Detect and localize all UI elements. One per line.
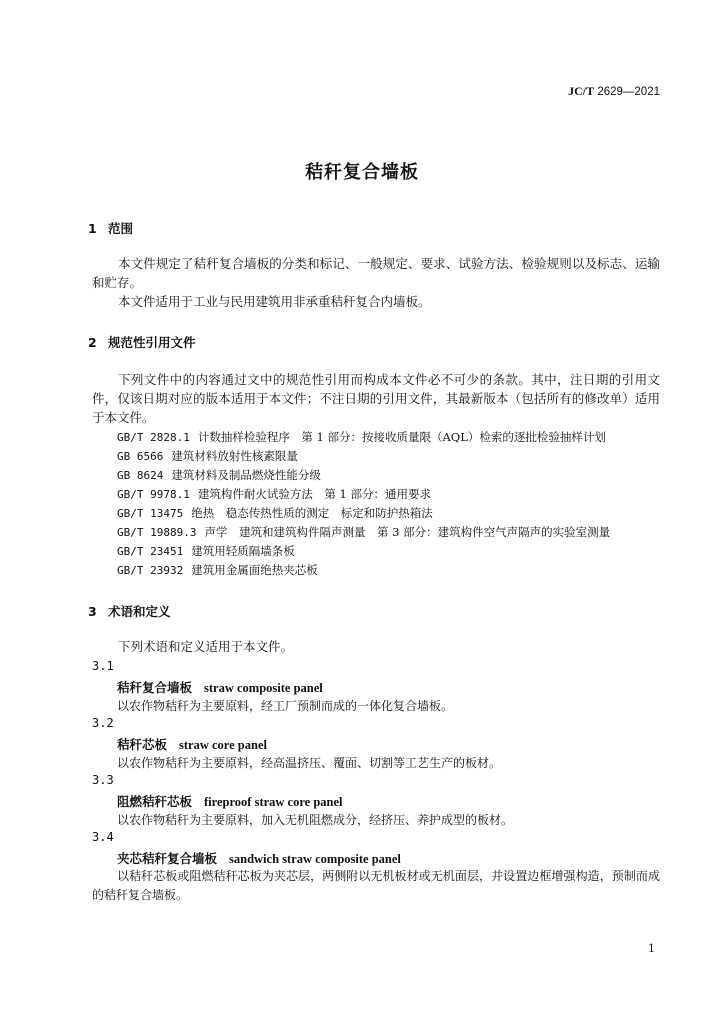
section-heading-scope bbox=[88, 219, 133, 237]
term-number: 3.1 bbox=[92, 659, 114, 673]
term-heading bbox=[117, 678, 323, 696]
term-english: fireproof straw core panel bbox=[204, 795, 343, 809]
reference-item bbox=[117, 562, 318, 578]
term-heading bbox=[117, 849, 401, 867]
reference-title: 计数抽样检验程序 第 1 部分：按接收质量限（AQL）检索的逐批检验抽样计划 bbox=[197, 430, 606, 444]
reference-code: GB/T 9978.1 bbox=[117, 488, 190, 501]
terms-intro-paragraph: 下列术语和定义适用于本文件。 bbox=[118, 639, 294, 654]
reference-title: 建筑构件耐火试验方法 第 1 部分：通用要求 bbox=[197, 487, 431, 501]
term-english: straw composite panel bbox=[204, 681, 323, 695]
term-definition: 以农作物秸秆为主要原料，加入无机阻燃成分，经挤压、养护成型的板材。 bbox=[117, 813, 514, 827]
section-number: 3 bbox=[88, 604, 97, 619]
reference-code: GB/T 23932 bbox=[117, 564, 184, 577]
reference-code: GB 8624 bbox=[117, 469, 164, 482]
term-definition: 以秸秆芯板或阻燃秸秆芯板为夹芯层，两侧附以无机板材或无机面层，并设置边框增强构造，预制而成的秸秆复合墙板。 bbox=[92, 869, 660, 902]
reference-title: 建筑用轻质隔墙条板 bbox=[191, 544, 295, 558]
reference-title: 声学 建筑和建筑构件隔声测量 第 3 部分：建筑构件空气声隔声的实验室测量 bbox=[204, 525, 611, 539]
reference-title: 建筑用金属面绝热夹芯板 bbox=[191, 563, 318, 577]
reference-item bbox=[117, 448, 298, 464]
reference-item bbox=[117, 429, 606, 445]
term-chinese: 秸秆复合墙板 bbox=[117, 680, 193, 695]
term-chinese: 阻燃秸秆芯板 bbox=[117, 794, 193, 809]
normative-intro-paragraph: 下列文件中的内容通过文中的规范性引用而构成本文件必不可少的条款。其中，注日期的引用文件，仅该日期对应的版本适用于本文件；不注日期的引用文件，其最新版本（包括所有的修改单）适用于本文件。 bbox=[92, 372, 660, 425]
reference-item bbox=[117, 524, 610, 540]
scope-paragraph-1: 本文件规定了秸秆复合墙板的分类和标记、一般规定、要求、试验方法、检验规则以及标志、运输和贮存。 bbox=[92, 256, 660, 290]
term-number: 3.2 bbox=[92, 716, 114, 730]
reference-code: GB/T 23451 bbox=[117, 545, 184, 558]
reference-item bbox=[117, 543, 295, 559]
term-number: 3.4 bbox=[92, 830, 114, 844]
scope-paragraph-2: 本文件适用于工业与民用建筑用非承重秸秆复合内墙板。 bbox=[118, 294, 431, 309]
reference-title: 绝热 稳态传热性质的测定 标定和防护热箱法 bbox=[191, 506, 433, 520]
term-english: sandwich straw composite panel bbox=[229, 852, 401, 866]
term-number: 3.3 bbox=[92, 773, 114, 787]
standard-code-number: 2629—2021 bbox=[597, 86, 660, 98]
standard-code-prefix: JC/T bbox=[568, 84, 595, 98]
section-title: 术语和定义 bbox=[108, 604, 171, 619]
reference-item bbox=[117, 467, 321, 483]
reference-item bbox=[117, 505, 433, 521]
page-number: 1 bbox=[648, 942, 655, 955]
reference-item bbox=[117, 486, 431, 502]
section-heading-normative-references bbox=[88, 333, 196, 351]
term-chinese: 秸秆芯板 bbox=[117, 737, 168, 752]
term-english: straw core panel bbox=[179, 738, 267, 752]
term-heading bbox=[117, 792, 343, 810]
section-title: 范围 bbox=[108, 221, 134, 236]
term-definition: 以农作物秸秆为主要原料，经高温挤压、覆面、切割等工艺生产的板材。 bbox=[117, 756, 502, 770]
term-chinese: 夹芯秸秆复合墙板 bbox=[117, 851, 218, 866]
section-heading-terms bbox=[88, 602, 171, 620]
section-number: 2 bbox=[88, 335, 97, 350]
reference-title: 建筑材料放射性核素限量 bbox=[171, 449, 298, 463]
term-definition: 以农作物秸秆为主要原料，经工厂预制而成的一体化复合墙板。 bbox=[117, 699, 454, 713]
reference-code: GB/T 13475 bbox=[117, 507, 184, 520]
standard-code bbox=[568, 84, 660, 99]
reference-code: GB 6566 bbox=[117, 450, 164, 463]
reference-code: GB/T 2828.1 bbox=[117, 431, 190, 444]
reference-title: 建筑材料及制品燃烧性能分级 bbox=[171, 468, 321, 482]
document-title: 秸秆复合墙板 bbox=[305, 162, 419, 183]
section-title: 规范性引用文件 bbox=[108, 335, 196, 350]
term-heading bbox=[117, 735, 267, 753]
section-number: 1 bbox=[88, 221, 97, 236]
reference-code: GB/T 19889.3 bbox=[117, 526, 197, 539]
